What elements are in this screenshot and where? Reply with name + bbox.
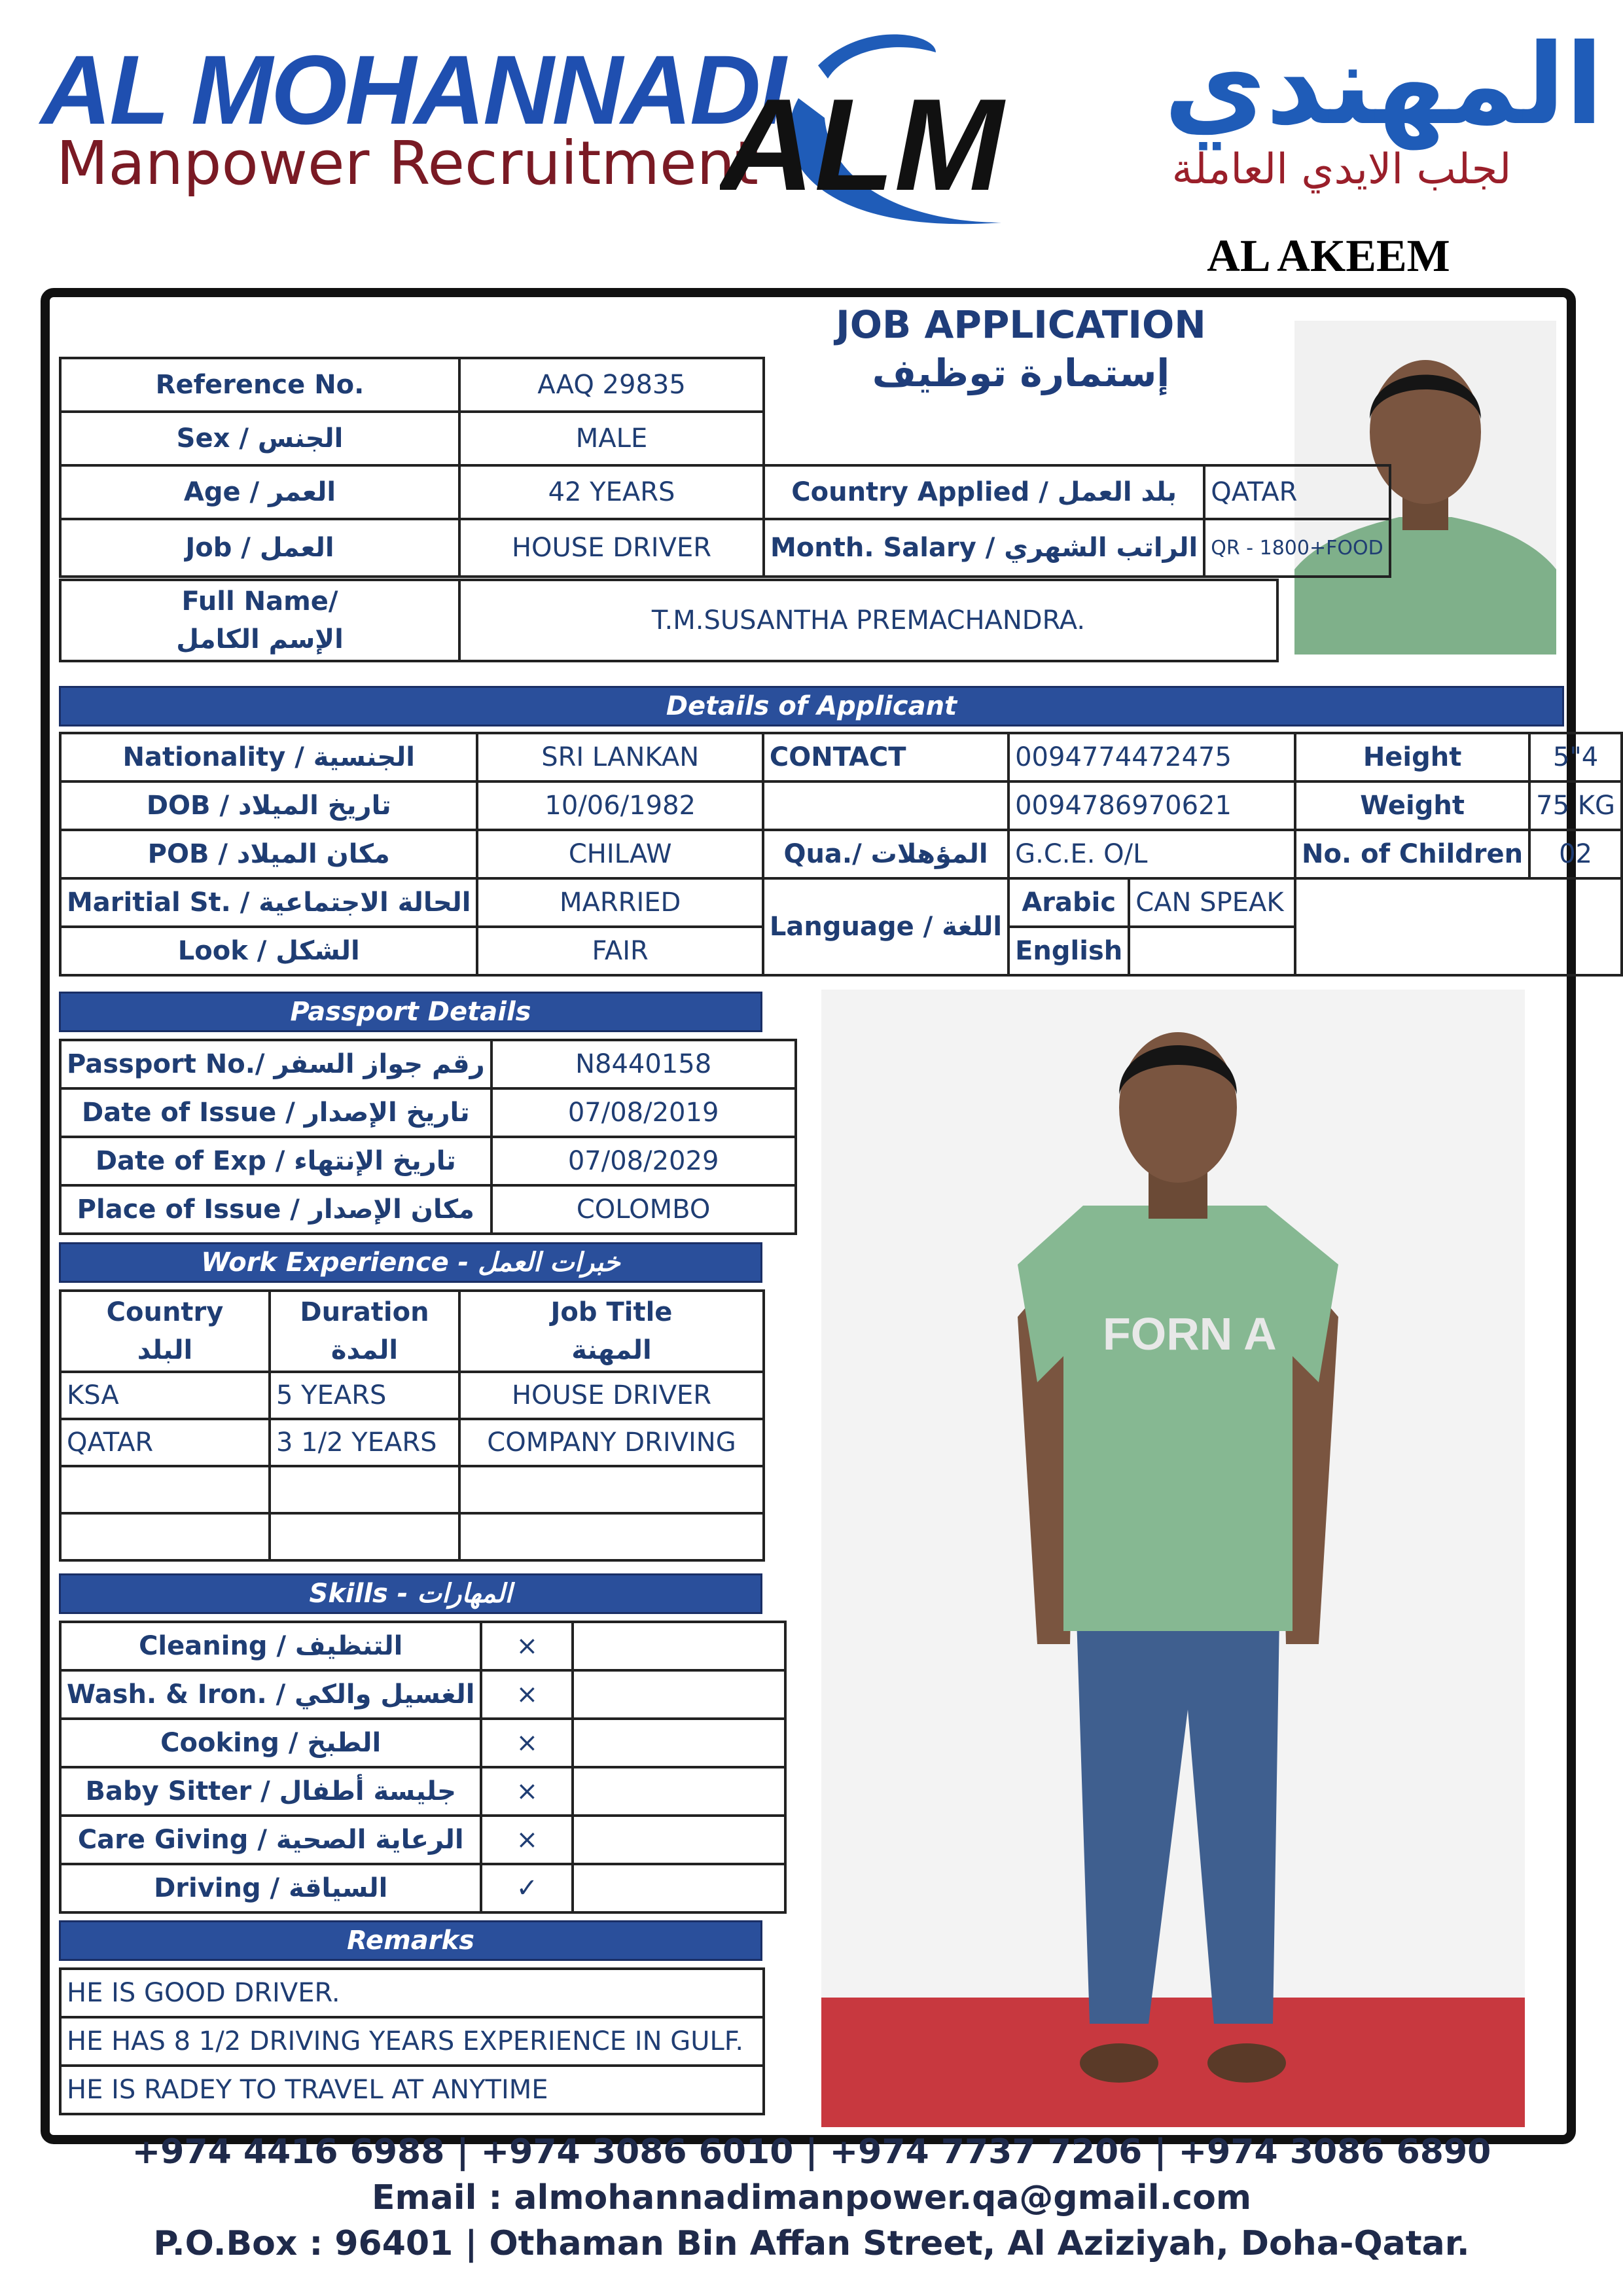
country-salary-table — [762, 464, 1391, 578]
work-header-duration — [270, 1291, 459, 1372]
contact-label: CONTACT — [763, 733, 1008, 781]
issue-date-label: Date of Issue / تاريخ الإصدار — [60, 1088, 491, 1137]
skills-section-bar: Skills - المهارات — [59, 1573, 762, 1614]
form-title-block — [766, 302, 1276, 395]
look-label: Look / الشكل — [60, 927, 477, 975]
salary-value: QR - 1800+FOOD — [1204, 519, 1389, 577]
expiry-date-value: 07/08/2029 — [491, 1137, 796, 1185]
issue-place-value: COLOMBO — [491, 1185, 796, 1234]
person-full-body-icon — [821, 990, 1525, 2127]
skill-empty-cell — [573, 1622, 785, 1670]
issue-place-label: Place of Issue / مكان الإصدار — [60, 1185, 491, 1234]
pob-value: CHILAW — [477, 830, 762, 878]
skill-mark-icon: ✓ — [481, 1864, 573, 1912]
full-name-label — [60, 580, 459, 661]
form-title-ar: إستمارة توظيف — [872, 351, 1170, 395]
skill-mark-icon: × — [481, 1719, 573, 1767]
height-value: 5"4 — [1529, 733, 1622, 781]
table-row — [60, 1513, 764, 1560]
work-header-job-en: Job Title — [550, 1297, 673, 1327]
skill-label: Wash. & Iron. / الغسيل والكي — [60, 1670, 481, 1719]
full-name-label-ar: الإسم الكامل — [176, 624, 344, 655]
work-job — [459, 1466, 764, 1513]
alm-logo-icon — [720, 26, 1060, 249]
table-row — [60, 1419, 764, 1466]
footer-address: P.O.Box : 96401 | Othaman Bin Affan Street, Al Aziziyah, Doha-Qatar. — [153, 2224, 1470, 2263]
skill-mark-icon: × — [481, 1622, 573, 1670]
remarks-table — [59, 1967, 765, 2115]
work-job: COMPANY DRIVING — [459, 1419, 764, 1466]
details-section-bar: Details of Applicant — [59, 686, 1564, 726]
passport-table — [59, 1039, 797, 1235]
country-applied-value: QATAR — [1204, 465, 1389, 519]
english-label: English — [1008, 927, 1129, 975]
work-header-country — [60, 1291, 270, 1372]
passport-number-label: Passport No./ رقم جواز السفر — [60, 1040, 491, 1088]
skill-empty-cell — [573, 1719, 785, 1767]
issue-date-value: 07/08/2019 — [491, 1088, 796, 1137]
skill-mark-icon: × — [481, 1816, 573, 1864]
work-header-duration-ar: المدة — [330, 1335, 399, 1365]
country-applied-label: Country Applied / بلد العمل — [764, 465, 1204, 519]
agent-name: AL AKEEM — [1207, 231, 1450, 281]
weight-value: 75 KG — [1529, 781, 1622, 830]
skills-table — [59, 1621, 787, 1914]
skill-empty-cell — [573, 1864, 785, 1912]
work-country — [60, 1466, 270, 1513]
work-job — [459, 1513, 764, 1560]
work-duration: 3 1/2 YEARS — [270, 1419, 459, 1466]
work-header-job-ar: المهنة — [571, 1335, 652, 1365]
qualification-label: Qua./ المؤهلات — [763, 830, 1008, 878]
applicant-summary-table — [59, 357, 765, 578]
form-title-en: JOB APPLICATION — [836, 302, 1206, 347]
logo-text: ALM — [720, 72, 1004, 218]
salary-label: Month. Salary / الراتب الشهري — [764, 519, 1204, 577]
full-name-table — [59, 579, 1279, 662]
language-label: Language / اللغة — [763, 878, 1008, 975]
remark-line: HE HAS 8 1/2 DRIVING YEARS EXPERIENCE IN GULF. — [60, 2017, 764, 2066]
table-row — [60, 1767, 785, 1816]
skill-empty-cell — [573, 1767, 785, 1816]
work-table — [59, 1289, 765, 1562]
contact-phone-1: 0094774472475 — [1008, 733, 1295, 781]
age-label: Age / العمر — [60, 465, 459, 519]
sex-value: MALE — [459, 412, 764, 465]
nationality-label: Nationality / الجنسية — [60, 733, 477, 781]
look-value: FAIR — [477, 927, 762, 975]
work-header-duration-en: Duration — [300, 1297, 429, 1327]
skill-mark-icon: × — [481, 1767, 573, 1816]
skill-empty-cell — [573, 1670, 785, 1719]
work-duration — [270, 1466, 459, 1513]
skill-label: Cleaning / التنظيف — [60, 1622, 481, 1670]
brand-subtitle-en: Manpower Recruitment — [56, 128, 759, 198]
marital-value: MARRIED — [477, 878, 762, 927]
remark-line: HE IS GOOD DRIVER. — [60, 1969, 764, 2017]
full-name-label-en: Full Name/ — [181, 586, 338, 617]
nationality-value: SRI LANKAN — [477, 733, 762, 781]
skill-label: Cooking / الطبخ — [60, 1719, 481, 1767]
weight-label: Weight — [1295, 781, 1529, 830]
english-value — [1129, 927, 1295, 975]
skill-label: Care Giving / الرعاية الصحية — [60, 1816, 481, 1864]
full-name-value: T.M.SUSANTHA PREMACHANDRA. — [459, 580, 1277, 661]
contact-phone-2: 0094786970621 — [1008, 781, 1295, 830]
work-section-bar: Work Experience - خبرات العمل — [59, 1242, 762, 1283]
footer-email: Email : almohannadimanpower.qa@gmail.com — [371, 2178, 1252, 2217]
table-row — [60, 1816, 785, 1864]
contact-empty-cell — [763, 781, 1008, 830]
dob-value: 10/06/1982 — [477, 781, 762, 830]
brand-subtitle-ar: لجلب الايدي العاملة — [1171, 145, 1512, 194]
work-header-country-ar: البلد — [137, 1335, 193, 1365]
arabic-value: CAN SPEAK — [1129, 878, 1295, 927]
footer-phones: +974 4416 6988 | +974 3086 6010 | +974 7737 7206 | +974 3086 6890 — [132, 2132, 1491, 2172]
marital-label: Maritial St. / الحالة الاجتماعية — [60, 878, 477, 927]
table-row — [60, 1670, 785, 1719]
table-row — [60, 1372, 764, 1419]
table-row — [60, 1719, 785, 1767]
dob-label: DOB / تاريخ الميلاد — [60, 781, 477, 830]
full-body-photo — [821, 990, 1525, 2127]
work-duration — [270, 1513, 459, 1560]
height-label: Height — [1295, 733, 1529, 781]
age-value: 42 YEARS — [459, 465, 764, 519]
table-row — [60, 1864, 785, 1912]
details-table — [59, 732, 1623, 977]
remark-line: HE IS RADEY TO TRAVEL AT ANYTIME — [60, 2066, 764, 2114]
work-job: HOUSE DRIVER — [459, 1372, 764, 1419]
expiry-date-label: Date of Exp / تاريخ الإنتهاء — [60, 1137, 491, 1185]
reference-value: AAQ 29835 — [459, 358, 764, 412]
children-label: No. of Children — [1295, 830, 1529, 878]
brand-name-en: AL MOHANNADI — [41, 35, 785, 145]
reference-label: Reference No. — [60, 358, 459, 412]
job-label: Job / العمل — [60, 519, 459, 577]
table-row — [60, 1466, 764, 1513]
work-duration: 5 YEARS — [270, 1372, 459, 1419]
work-country: KSA — [60, 1372, 270, 1419]
qualification-value: G.C.E. O/L — [1008, 830, 1295, 878]
job-value: HOUSE DRIVER — [459, 519, 764, 577]
table-row — [60, 1622, 785, 1670]
sex-label: Sex / الجنس — [60, 412, 459, 465]
work-country: QATAR — [60, 1419, 270, 1466]
children-value: 02 — [1529, 830, 1622, 878]
skill-mark-icon: × — [481, 1670, 573, 1719]
work-country — [60, 1513, 270, 1560]
shirt-text: FORN A — [1103, 1308, 1277, 1359]
passport-section-bar: Passport Details — [59, 992, 762, 1032]
brand-name-ar: المهندي — [1164, 20, 1603, 150]
details-empty-cell — [1295, 878, 1622, 975]
pob-label: POB / مكان الميلاد — [60, 830, 477, 878]
skill-label: Baby Sitter / جليسة أطفال — [60, 1767, 481, 1816]
passport-number-value: N8440158 — [491, 1040, 796, 1088]
remarks-section-bar: Remarks — [59, 1920, 762, 1961]
arabic-label: Arabic — [1008, 878, 1129, 927]
work-header-country-en: Country — [106, 1297, 224, 1327]
skill-empty-cell — [573, 1816, 785, 1864]
skill-label: Driving / السياقة — [60, 1864, 481, 1912]
work-header-job — [459, 1291, 764, 1372]
